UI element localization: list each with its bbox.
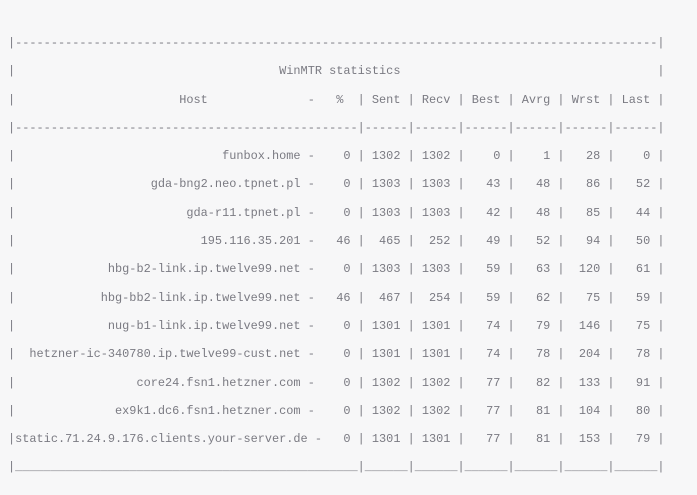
- table-row: |static.71.24.9.176.clients.your-server.de - 0 | 1301 | 1301 | 77 | 81 | 153 | 79 |: [8, 432, 665, 447]
- table-row: | hetzner-ic-340780.ip.twelve99-cust.net - 0 | 1301 | 1301 | 74 | 78 | 204 | 78 |: [8, 347, 665, 362]
- table-row: | core24.fsn1.hetzner.com - 0 | 1302 | 1302 | 77 | 82 | 133 | 91 |: [8, 375, 665, 390]
- table-row: | hbg-b2-link.ip.twelve99.net - 0 | 1303 | 1303 | 59 | 63 | 120 | 61 |: [8, 262, 665, 277]
- title-line: | WinMTR statistics |: [8, 64, 665, 79]
- table-row: | ex9k1.dc6.fsn1.hetzner.com - 0 | 1302 | 1302 | 77 | 81 | 104 | 80 |: [8, 403, 665, 418]
- border-top-line: |------------------------------------------------------------------------------------------|: [8, 36, 665, 50]
- table-row: | funbox.home - 0 | 1302 | 1302 | 0 | 1 | 28 | 0 |: [8, 149, 665, 164]
- winmtr-text-report: [8, 29, 697, 482]
- table-row: | 195.116.35.201 - 46 | 465 | 252 | 49 | 52 | 94 | 50 |: [8, 234, 665, 249]
- separator-line: |------------------------------------------------|------|------|------|------|------|------|: [8, 120, 665, 135]
- table-header-row: | Host - % | Sent | Recv | Best | Avrg | Wrst | Last |: [8, 92, 665, 107]
- table-row: | gda-r11.tpnet.pl - 0 | 1303 | 1303 | 42 | 48 | 85 | 44 |: [8, 205, 665, 220]
- table-row: | nug-b1-link.ip.twelve99.net - 0 | 1301 | 1301 | 74 | 79 | 146 | 75 |: [8, 318, 665, 333]
- table-row: | hbg-bb2-link.ip.twelve99.net - 46 | 467 | 254 | 59 | 62 | 75 | 59 |: [8, 290, 665, 305]
- table-row: | gda-bng2.neo.tpnet.pl - 0 | 1303 | 1303 | 43 | 48 | 86 | 52 |: [8, 177, 665, 192]
- border-bottom-line: |________________________________________________|______|______|______|______|______|______|: [8, 460, 665, 475]
